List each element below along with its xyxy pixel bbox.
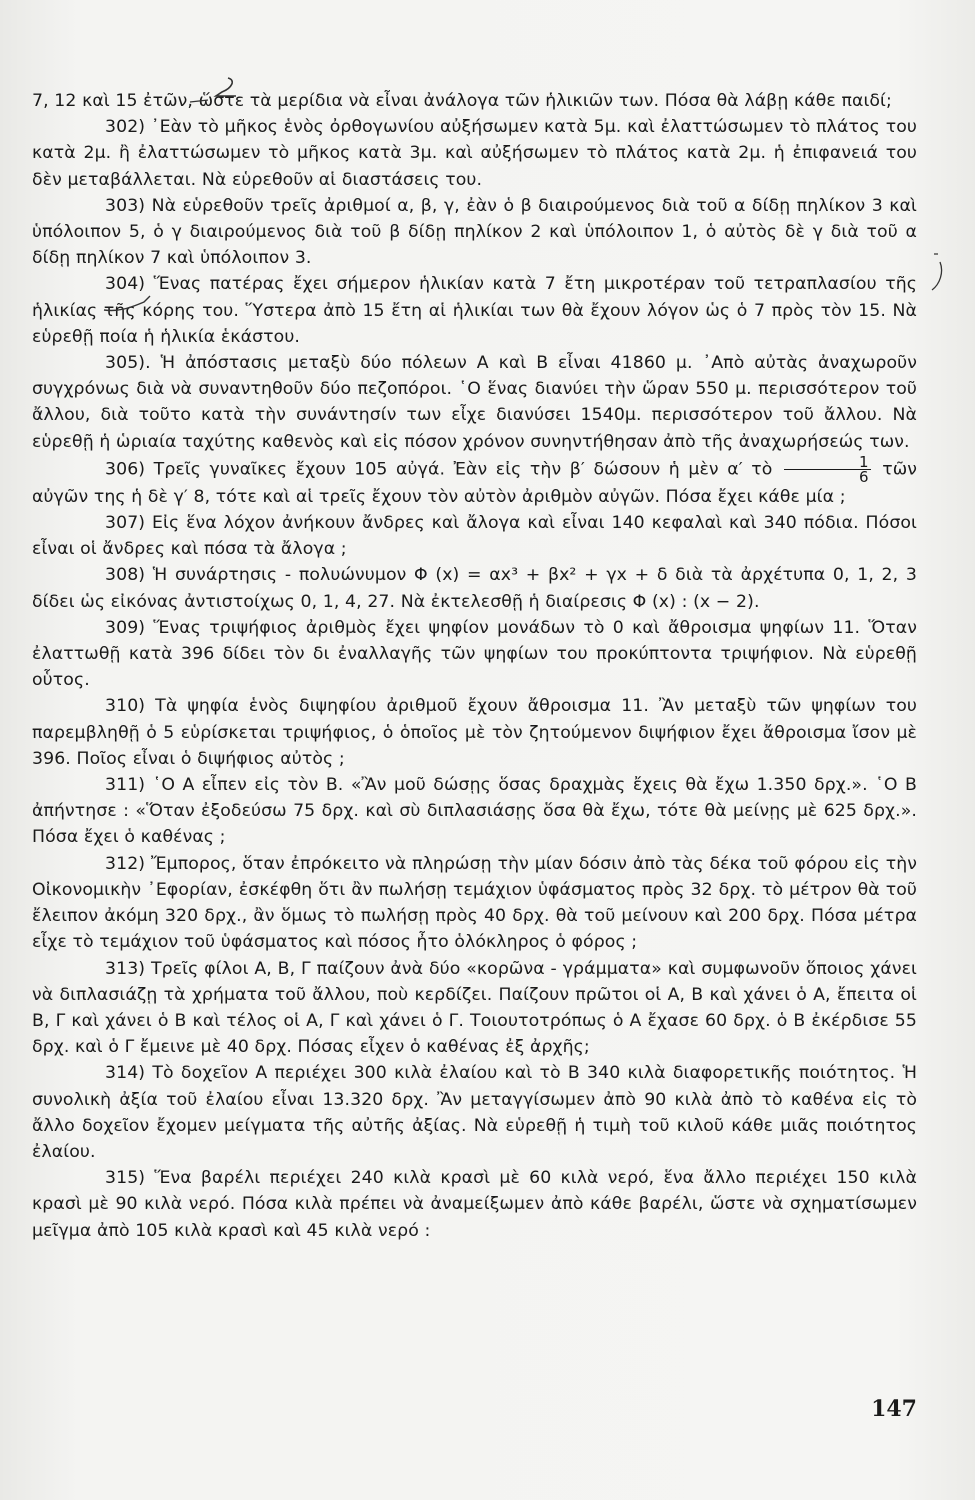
problem-303: 303) Νὰ εὑρεθοῦν τρεῖς ἀριθμοί α, β, γ, ἐὰν ὁ β διαιρούμενος διὰ τοῦ α δίδῃ πηλίκον 3 καὶ ὑπόλοιπον 5, ὁ γ διαιρούμενος διὰ τοῦ β δίδῃ πηλίκον 2 καὶ ὑπόλοιπον 1, ὁ αὐτὸς δὲ γ διὰ τοῦ α δίδῃ πηλίκον 7 καὶ ὑπόλοιπον 3. [32,195,917,269]
handwritten-scribble-mark [188,72,240,108]
page-number: 147 [871,1396,917,1422]
problem-306-text-b: τῶν αὐγῶν της ἡ δὲ γ′ 8, τότε καὶ αἱ τρεῖς ἔχουν τὸν αὐτὸν ἀριθμὸν αὐγῶν. Πόσα ἔχει κάθε μία ; [32,459,918,507]
problem-310: 310) Τὰ ψηφία ἑνὸς διψηφίου ἀριθμοῦ ἔχουν ἄθροισμα 11. Ἂν μεταξὺ τῶν ψηφίων του παρεμβληθῇ ὁ 5 εὑρίσκεται τριψήφιος, ὁ ὁποῖος μὲ τὸν ζητούμενον διψήφιον ἔχει ἄθροισμα ἴσον μὲ 396. Ποῖος εἶναι ὁ διψήφιος αὐτὸς ; [32,696,917,769]
problem-309: 309) Ἕνας τριψήφιος ἀριθμὸς ἔχει ψηφίον μονάδων τὸ 0 καὶ ἄθροισμα ψηφίων 11. Ὅταν ἐλαττωθῇ κατὰ 396 δίδει τὸν δι ἐναλλαγῆς τῶν ψηφίων του προκύπτοντα τριψήφιον. Νὰ εὑρεθῇ οὗτος. [32,617,917,691]
problem-312: 312) Ἔμπορος, ὅταν ἐπρόκειτο νὰ πληρώσῃ τὴν μίαν δόσιν ἀπὸ τὰς δέκα τοῦ φόρου εἰς τὴν Οἰκονομικὴν ᾿Εφορίαν, ἐσκέφθη ὅτι ἂν πωλήσῃ τεμάχιον ὑφάσματος πρὸς 32 δρχ. τὸ μέτρον θὰ τοῦ ἔλειπον ἀκόμη 320 δρχ., ἂν ὅμως τὸ πωλήσῃ πρὸς 40 δρχ. θὰ τοῦ μείνουν καὶ 200 δρχ. Πόσα μέτρα εἶχε τὸ τεμάχιον τοῦ ὑφάσματος καὶ πόσος ἦτο ὁλόκληρος ὁ φόρος ; [32,853,917,953]
problem-305: 305). Ἡ ἀπόστασις μεταξὺ δύο πόλεων Α καὶ Β εἶναι 41860 μ. ᾿Απὸ αὐτὰς ἀναχωροῦν συγχρόνως διὰ νὰ συναντηθοῦν δύο πεζοπόροι. ῾Ο ἕνας διανύει τὴν ὥραν 550 μ. περισσότερον τοῦ ἄλλου, διὰ τοῦτο κατὰ τὴν συνάντησίν των εἶχε διανύσει 1540μ. περισσότερον τοῦ ἄλλου. Νὰ εὑρεθῇ ἡ ὡριαία ταχύτης καθενὸς καὶ εἰς πόσον χρόνον συνηντήθησαν ἀπὸ τῆς ἀναχωρήσεώς των. [32,353,917,452]
page-body [32,88,917,1244]
problem-315: 315) Ἕνα βαρέλι περιέχει 240 κιλὰ κρασὶ μὲ 60 κιλὰ νερό, ἕνα ἄλλο περιέχει 150 κιλὰ κρασὶ μὲ 90 κιλὰ νερό. Πόσα κιλὰ πρέπει νὰ ἀναμείξωμεν ἀπὸ κάθε βαρέλι, ὥστε νὰ σχηματίσωμεν μεῖγμα ἀπὸ 105 κιλὰ κρασὶ καὶ 45 κιλὰ νερό : [32,1168,917,1241]
problem-307: 307) Εἰς ἕνα λόχον ἀνήκουν ἄνδρες καὶ ἄλογα καὶ εἶναι 140 κεφαλαὶ καὶ 340 πόδια. Πόσοι εἶναι οἱ ἄνδρες καὶ πόσα τὰ ἄλογα ; [32,513,917,560]
problem-308: 308) Ἡ συνάρτησις - πολυώνυμον Φ (x) = αx³ + βx² + γx + δ διὰ τὰ ἀρχέτυπα 0, 1, 2, 3 δίδει ὡς εἰκόνας ἀντιστοίχως 0, 1, 4, 27. Νὰ ἐκτελεσθῇ ἡ διαίρεσις Φ (x) : (x − 2). [32,565,917,612]
fraction-one-sixth [784,452,871,486]
fraction-numerator: 1 [784,455,871,470]
fraction-denominator: 6 [858,467,869,486]
handwritten-underline-mark [100,292,160,318]
problem-306 [32,452,918,510]
problem-304: 304) Ἕνας πατέρας ἔχει σήμερον ἡλικίαν κατὰ 7 ἔτη μικροτέραν τοῦ τετραπλασίου τῆς ἡλικίας τῆς κόρης του. Ὕστερα ἀπὸ 15 ἔτη αἱ ἡλικίαι των θὰ ἔχουν λόγον ὡς ὁ 7 πρὸς τὸν 15. Νὰ εὑρεθῇ ποία ἡ ἡλικία ἑκάστου. [32,274,917,347]
handwritten-bracket-mark [928,250,948,294]
problem-313: 313) Τρεῖς φίλοι Α, Β, Γ παίζουν ἀνὰ δύο «κορῶνα - γράμματα» καὶ συμφωνοῦν ὅποιος χάνει νὰ διπλασιάζῃ τὰ χρήματα τοῦ ἄλλου, ποὺ κερδίζει. Παίζουν πρῶτοι οἱ Α, Β καὶ χάνει ὁ Α, ἔπειτα οἱ Β, Γ καὶ χάνει ὁ Β καὶ τέλος οἱ Α, Γ καὶ χάνει ὁ Γ. Τοιουτοτρόπως ὁ Α ἔχασε 60 δρχ. ὁ Β ἐκέρδισε 55 δρχ. καὶ ὁ Γ ἔμεινε μὲ 40 δρχ. Πόσας εἶχεν ὁ καθένας ἐξ ἀρχῆς; [32,958,917,1058]
paragraph-301-end: 7, 12 καὶ 15 ἐτῶν, ὥστε τὰ μερίδια νὰ εἶναι ἀνάλογα τῶν ἡλικιῶν των. Πόσα θὰ λάβῃ κάθε παιδί; [32,91,892,111]
problem-311: 311) ῾Ο Α εἶπεν εἰς τὸν Β. «Ἂν μοῦ δώσῃς ὅσας δραχμὰς ἔχεις θὰ ἔχω 1.350 δρχ.». ῾Ο Β ἀπήντησε : «Ὅταν ἐξοδεύσω 75 δρχ. καὶ σὺ διπλασιάσῃς ὅσα θὰ ἔχω, τότε θὰ μείνῃς μὲ 625 δρχ.». Πόσα ἔχει ὁ καθένας ; [32,775,917,848]
problem-314: 314) Τὸ δοχεῖον Α περιέχει 300 κιλὰ ἐλαίου καὶ τὸ Β 340 κιλὰ διαφορετικῆς ποιότητος. Ἡ συνολικὴ ἀξία τοῦ ἐλαίου εἶναι 13.320 δρχ. Ἂν μεταγγίσωμεν ἀπὸ 90 κιλὰ ἀπὸ τὸ καθένα εἰς τὸ ἄλλο δοχεῖον ἔχομεν μείγματα τῆς αὐτῆς ἀξίας. Νὰ εὑρεθῇ ἡ τιμὴ τοῦ κιλοῦ κάθε μιᾶς ποιότητος ἐλαίου. [32,1063,917,1162]
problem-306-text-a: 306) Τρεῖς γυναῖκες ἔχουν 105 αὐγά. Ἐὰν εἰς τὴν β′ δώσουν ἡ μὲν α′ τὸ [105,459,773,480]
problem-302: 302) ᾿Εὰν τὸ μῆκος ἑνὸς ὀρθογωνίου αὐξήσωμεν κατὰ 5μ. καὶ ἐλαττώσωμεν τὸ πλάτος του κατὰ 2μ. ἢ ἐλαττώσωμεν τὸ μῆκος κατὰ 3μ. καὶ αὐξήσωμεν τὸ πλάτος κατὰ 2μ. ἡ ἐπιφανειά του δὲν μεταβάλλεται. Νὰ εὑρεθοῦν αἱ διαστάσεις του. [32,117,917,190]
